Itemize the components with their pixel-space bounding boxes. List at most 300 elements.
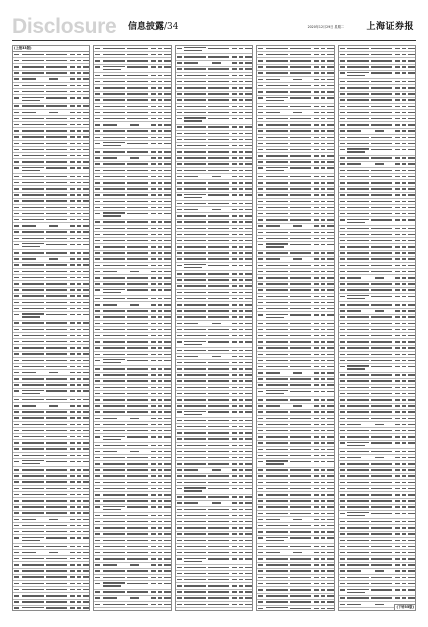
table-cell bbox=[14, 176, 19, 178]
table-cell bbox=[14, 512, 19, 514]
table-cell bbox=[177, 151, 182, 153]
table-cell bbox=[395, 118, 400, 120]
table-cell bbox=[70, 238, 75, 240]
table-cell bbox=[103, 66, 125, 67]
table-cell bbox=[402, 558, 406, 560]
table-cell bbox=[245, 502, 252, 504]
table-cell bbox=[395, 411, 400, 413]
table-cell bbox=[151, 81, 156, 83]
table-cell bbox=[239, 540, 243, 542]
table-cell bbox=[177, 399, 182, 401]
table-cell bbox=[103, 597, 117, 599]
table-cell bbox=[103, 482, 125, 484]
table-cell bbox=[239, 546, 243, 548]
table-cell bbox=[314, 296, 319, 298]
table-cell bbox=[239, 405, 243, 407]
table-cell bbox=[177, 610, 182, 611]
table-cell bbox=[14, 378, 19, 380]
table-cell bbox=[151, 374, 156, 376]
table-cell bbox=[46, 91, 67, 93]
table-cell bbox=[70, 314, 75, 316]
table-cell bbox=[402, 219, 406, 221]
table-cell bbox=[371, 589, 392, 591]
table-cell bbox=[327, 329, 334, 331]
table-cell bbox=[208, 540, 229, 542]
table-cell bbox=[395, 188, 400, 190]
table-cell bbox=[340, 597, 345, 599]
table-cell bbox=[46, 461, 67, 463]
table-cell bbox=[151, 335, 156, 337]
table-cell bbox=[22, 85, 44, 87]
table-cell bbox=[103, 106, 125, 108]
table-cell bbox=[103, 335, 125, 337]
table-cell bbox=[177, 374, 182, 376]
table-cell bbox=[245, 591, 252, 593]
table-cell bbox=[208, 170, 229, 172]
table-cell bbox=[177, 420, 182, 422]
table-cell bbox=[408, 399, 415, 401]
table-cell bbox=[408, 463, 415, 465]
table-cell bbox=[164, 87, 171, 89]
table-cell bbox=[127, 188, 148, 190]
table-cell bbox=[127, 329, 148, 331]
table-cell bbox=[95, 298, 100, 300]
table-cell bbox=[395, 143, 400, 145]
table-cell bbox=[258, 106, 263, 108]
table-cell bbox=[327, 366, 334, 368]
table-cell bbox=[14, 589, 19, 591]
table-cell bbox=[22, 558, 44, 560]
table-cell bbox=[402, 513, 406, 515]
table-cell bbox=[177, 240, 182, 242]
table-cell bbox=[314, 461, 319, 463]
table-cell bbox=[208, 234, 229, 236]
table-cell bbox=[127, 48, 148, 50]
table-cell bbox=[208, 194, 229, 196]
table-cell bbox=[408, 81, 415, 83]
table-cell bbox=[395, 124, 400, 126]
table-cell bbox=[258, 72, 263, 74]
table-cell bbox=[340, 163, 345, 165]
table-cell bbox=[14, 469, 19, 471]
table-cell bbox=[245, 285, 252, 287]
table-cell bbox=[14, 372, 19, 374]
table-cell bbox=[95, 182, 100, 184]
table-row bbox=[13, 312, 89, 320]
table-cell bbox=[402, 494, 406, 496]
table-cell bbox=[290, 500, 311, 502]
table-cell bbox=[402, 213, 406, 215]
table-cell bbox=[46, 564, 67, 566]
table-cell bbox=[14, 506, 19, 508]
table-cell bbox=[83, 576, 90, 578]
table-cell bbox=[402, 546, 406, 548]
table-cell bbox=[347, 418, 369, 420]
table-cell bbox=[245, 558, 252, 560]
table-cell bbox=[290, 469, 311, 471]
table-cell bbox=[408, 296, 415, 298]
table-cell bbox=[290, 455, 311, 457]
table-cell bbox=[22, 329, 44, 331]
table-cell bbox=[327, 608, 334, 610]
table-cell bbox=[151, 252, 156, 254]
table-cell bbox=[70, 264, 75, 266]
table-cell bbox=[184, 362, 206, 364]
table-cell bbox=[347, 564, 369, 566]
table-cell bbox=[83, 366, 90, 368]
table-rows bbox=[339, 46, 415, 611]
table-cell bbox=[408, 533, 415, 535]
table-cell bbox=[321, 436, 325, 438]
table-cell bbox=[14, 295, 19, 297]
table-cell bbox=[127, 194, 148, 196]
table-cell bbox=[402, 475, 406, 477]
table-cell bbox=[127, 93, 148, 95]
table-cell bbox=[314, 85, 319, 87]
table-cell bbox=[408, 475, 415, 477]
table-cell bbox=[22, 105, 44, 107]
table-cell bbox=[408, 387, 415, 389]
table-cell bbox=[321, 188, 325, 190]
table-cell bbox=[395, 494, 400, 496]
table-cell bbox=[321, 525, 325, 527]
table-cell bbox=[266, 289, 288, 291]
table-cell bbox=[158, 445, 162, 447]
table-cell bbox=[83, 405, 90, 407]
table-cell bbox=[22, 512, 44, 514]
table-cell bbox=[321, 384, 325, 386]
table-cell bbox=[151, 323, 156, 325]
table-cell bbox=[314, 118, 319, 120]
table-cell bbox=[95, 234, 100, 236]
table-cell bbox=[314, 411, 319, 413]
table-cell bbox=[402, 399, 406, 401]
table-cell bbox=[70, 372, 75, 374]
table-cell bbox=[208, 48, 229, 50]
table-cell bbox=[245, 445, 252, 447]
table-cell bbox=[232, 411, 237, 413]
table-cell bbox=[184, 356, 198, 358]
table-cell bbox=[208, 463, 229, 465]
table-cell bbox=[103, 93, 125, 95]
table-cell bbox=[371, 143, 392, 145]
table-cell bbox=[258, 546, 263, 548]
table-cell bbox=[340, 240, 345, 242]
table-cell bbox=[130, 451, 139, 453]
table-cell bbox=[95, 213, 100, 215]
table-cell bbox=[164, 201, 171, 203]
table-cell bbox=[151, 469, 156, 471]
table-cell bbox=[164, 436, 171, 438]
table-cell bbox=[266, 583, 288, 585]
table-cell bbox=[258, 271, 263, 273]
page-number: /34 bbox=[164, 22, 179, 32]
table-cell bbox=[232, 426, 237, 428]
table-cell bbox=[232, 445, 237, 447]
table-cell bbox=[245, 75, 252, 77]
table-cell bbox=[14, 252, 19, 254]
table-cell bbox=[95, 597, 100, 599]
table-cell bbox=[177, 93, 182, 95]
table-cell bbox=[340, 411, 345, 413]
table-cell bbox=[408, 163, 415, 165]
table-cell bbox=[177, 87, 182, 89]
table-cell bbox=[184, 246, 206, 248]
table-cell bbox=[151, 552, 156, 554]
table-cell bbox=[208, 182, 229, 184]
table-cell bbox=[408, 527, 415, 529]
table-cell bbox=[402, 265, 406, 267]
table-cell bbox=[402, 354, 406, 356]
table-cell bbox=[321, 335, 325, 337]
table-cell bbox=[95, 265, 100, 267]
table-cell bbox=[208, 203, 229, 205]
table-cell bbox=[151, 577, 156, 579]
table-cell bbox=[103, 509, 121, 510]
table-cell bbox=[327, 155, 334, 157]
table-cell bbox=[14, 258, 19, 260]
table-cell bbox=[395, 316, 400, 318]
table-cell bbox=[321, 500, 325, 502]
table-cell bbox=[314, 182, 319, 184]
table-cell bbox=[266, 390, 288, 391]
table-cell bbox=[371, 521, 392, 523]
table-cell bbox=[347, 188, 369, 190]
table-cell bbox=[177, 68, 182, 70]
table-cell bbox=[151, 246, 156, 248]
table-cell bbox=[290, 418, 311, 420]
table-cell bbox=[83, 112, 90, 114]
table-cell bbox=[371, 219, 392, 221]
table-cell bbox=[347, 246, 369, 248]
table-cell bbox=[395, 488, 400, 490]
table-cell bbox=[177, 221, 182, 223]
table-cell bbox=[258, 283, 263, 285]
table-cell bbox=[151, 570, 156, 572]
table-cell bbox=[239, 139, 243, 141]
table-cell bbox=[46, 506, 67, 508]
table-cell bbox=[83, 607, 90, 609]
table-cell bbox=[340, 157, 345, 159]
table-cell bbox=[258, 79, 263, 81]
table-cell bbox=[158, 469, 162, 471]
table-cell bbox=[239, 591, 243, 593]
table-cell bbox=[395, 271, 400, 273]
table-cell bbox=[184, 163, 206, 165]
table-cell bbox=[22, 341, 44, 343]
table-cell bbox=[151, 176, 156, 178]
table-cell bbox=[327, 271, 334, 273]
table-cell bbox=[184, 393, 206, 395]
table-cell bbox=[290, 482, 311, 484]
table-cell bbox=[151, 488, 156, 490]
table-cell bbox=[245, 604, 252, 606]
table-cell bbox=[340, 488, 345, 490]
table-cell bbox=[232, 163, 237, 165]
table-cell bbox=[208, 445, 229, 447]
table-cell bbox=[347, 488, 369, 490]
table-cell bbox=[258, 323, 263, 325]
table-cell bbox=[177, 62, 182, 64]
table-cell bbox=[258, 207, 263, 209]
table-cell bbox=[258, 137, 263, 139]
table-cell bbox=[70, 366, 75, 368]
table-cell bbox=[14, 130, 19, 132]
table-cell bbox=[158, 60, 162, 62]
table-cell bbox=[46, 347, 67, 349]
table-cell bbox=[103, 87, 125, 89]
table-cell bbox=[83, 436, 90, 438]
table-cell bbox=[22, 316, 40, 317]
table-cell bbox=[95, 457, 100, 459]
table-cell bbox=[232, 521, 237, 523]
table-cell bbox=[290, 161, 311, 163]
table-cell bbox=[83, 54, 90, 56]
table-cell bbox=[46, 455, 67, 457]
table-cell bbox=[95, 380, 100, 382]
table-cell bbox=[208, 585, 229, 587]
table-cell bbox=[232, 558, 237, 560]
table-cell bbox=[46, 252, 67, 254]
table-cell bbox=[347, 137, 369, 139]
table-cell bbox=[22, 155, 44, 157]
table-cell bbox=[151, 213, 156, 215]
table-cell bbox=[347, 271, 369, 273]
table-cell bbox=[402, 66, 406, 68]
table-cell bbox=[347, 219, 369, 220]
table-cell bbox=[158, 482, 162, 484]
table-cell bbox=[14, 341, 19, 343]
table-cell bbox=[232, 81, 237, 83]
table-cell bbox=[232, 509, 237, 511]
table-cell bbox=[408, 577, 415, 579]
table-cell bbox=[22, 91, 44, 93]
table-cell bbox=[83, 399, 90, 401]
table-cell bbox=[103, 368, 125, 370]
table-cell bbox=[14, 430, 19, 432]
table-cell bbox=[402, 81, 406, 83]
table-cell bbox=[340, 188, 345, 190]
table-cell bbox=[340, 347, 345, 349]
table-cell bbox=[258, 430, 263, 432]
table-cell bbox=[77, 537, 81, 539]
table-cell bbox=[95, 374, 100, 376]
table-cell bbox=[239, 432, 243, 434]
table-cell bbox=[177, 56, 182, 58]
table-cell bbox=[158, 163, 162, 165]
table-row bbox=[176, 263, 252, 271]
table-cell bbox=[151, 436, 156, 438]
table-cell bbox=[177, 188, 182, 190]
table-row bbox=[339, 294, 415, 302]
table-cell bbox=[408, 457, 415, 459]
table-cell bbox=[46, 194, 67, 196]
table-cell bbox=[103, 118, 125, 120]
table-row bbox=[257, 166, 333, 174]
table-cell bbox=[103, 194, 125, 196]
table-cell bbox=[408, 201, 415, 203]
table-cell bbox=[212, 502, 221, 504]
table-cell bbox=[103, 500, 125, 502]
table-cell bbox=[402, 482, 406, 484]
table-cell bbox=[340, 589, 345, 591]
table-cell bbox=[83, 537, 90, 539]
table-cell bbox=[103, 289, 125, 290]
table-cell bbox=[164, 604, 171, 606]
table-cell bbox=[239, 426, 243, 428]
table-cell bbox=[158, 75, 162, 77]
table-cell bbox=[402, 201, 406, 203]
table-cell bbox=[290, 366, 311, 368]
table-cell bbox=[408, 48, 415, 50]
table-cell bbox=[22, 546, 44, 548]
table-cell bbox=[177, 457, 182, 459]
table-cell bbox=[77, 405, 81, 407]
table-cell bbox=[327, 372, 334, 374]
table-cell bbox=[46, 277, 67, 279]
table-cell bbox=[258, 608, 263, 610]
table-cell bbox=[408, 194, 415, 196]
table-cell bbox=[95, 521, 100, 523]
table-cell bbox=[314, 354, 319, 356]
table-cell bbox=[239, 279, 243, 281]
table-cell bbox=[95, 469, 100, 471]
table-cell bbox=[402, 430, 406, 432]
table-cell bbox=[321, 72, 325, 74]
table-cell bbox=[77, 481, 81, 483]
table-cell bbox=[184, 490, 202, 491]
table-cell bbox=[347, 341, 369, 343]
table-cell bbox=[158, 380, 162, 382]
table-cell bbox=[83, 302, 90, 304]
table-cell bbox=[70, 564, 75, 566]
table-cell bbox=[70, 601, 75, 603]
table-cell bbox=[266, 66, 288, 68]
table-cell bbox=[314, 564, 319, 566]
table-cell bbox=[177, 335, 182, 337]
table-cell bbox=[158, 289, 162, 291]
table-cell bbox=[14, 570, 19, 572]
table-cell bbox=[340, 546, 345, 548]
table-cell bbox=[22, 295, 44, 297]
table-cell bbox=[177, 496, 182, 498]
table-cell bbox=[232, 399, 237, 401]
table-cell bbox=[239, 310, 243, 312]
table-cell bbox=[232, 546, 237, 548]
table-cell bbox=[239, 118, 243, 120]
table-cell bbox=[402, 418, 406, 420]
table-cell bbox=[77, 167, 81, 169]
table-cell bbox=[77, 430, 81, 432]
table-cell bbox=[151, 234, 156, 236]
table-cell bbox=[158, 463, 162, 465]
table-cell bbox=[127, 494, 148, 496]
table-cell bbox=[151, 201, 156, 203]
table-cell bbox=[46, 188, 67, 190]
table-cell bbox=[103, 137, 125, 139]
table-cell bbox=[103, 130, 125, 132]
table-cell bbox=[83, 335, 90, 337]
table-cell bbox=[22, 469, 44, 471]
table-row bbox=[13, 606, 89, 611]
table-cell bbox=[127, 515, 148, 517]
table-cell bbox=[177, 341, 182, 343]
table-cell bbox=[46, 384, 67, 386]
table-cell bbox=[232, 457, 237, 459]
table-cell bbox=[70, 289, 75, 291]
table-cell bbox=[164, 475, 171, 477]
table-cell bbox=[266, 170, 284, 171]
